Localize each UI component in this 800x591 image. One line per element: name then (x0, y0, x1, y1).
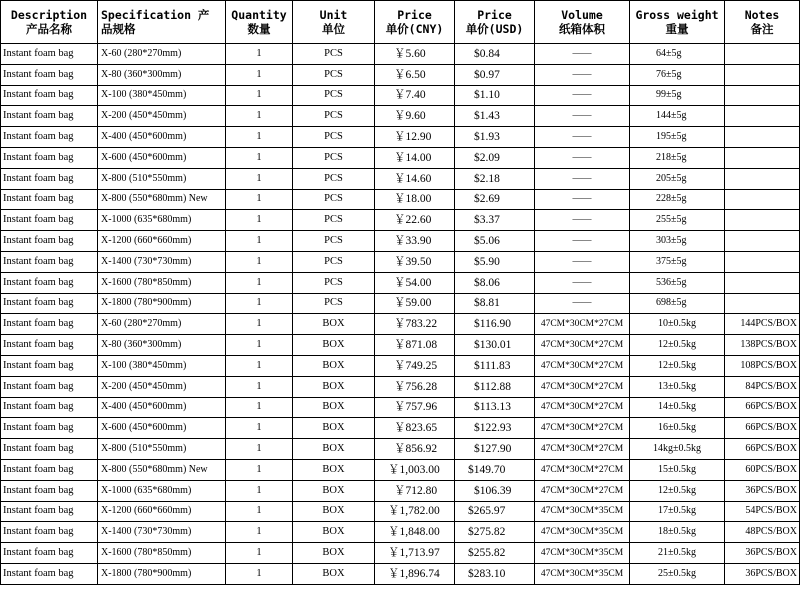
price-cny-cell: ￥9.60 (375, 106, 455, 127)
notes-cell: 48PCS/BOX (725, 522, 800, 543)
quantity-cell: 1 (226, 210, 293, 231)
unit-cell: PCS (293, 189, 375, 210)
gross-weight-cell: 99±5g (630, 85, 725, 106)
specification-cell: X-400 (450*600mm) (98, 397, 226, 418)
specification-cell: X-800 (550*680mm) New (98, 459, 226, 480)
volume-cell: —— (535, 251, 630, 272)
price-usd-cell: $106.39 (455, 480, 535, 501)
notes-cell (725, 189, 800, 210)
price-usd-cell: $255.82 (455, 543, 535, 564)
notes-cell (725, 168, 800, 189)
price-usd-cell: $122.93 (455, 418, 535, 439)
price-cny-cell: ￥756.28 (375, 376, 455, 397)
table-row (1, 439, 800, 460)
gross-weight-cell: 255±5g (630, 210, 725, 231)
notes-cell (725, 272, 800, 293)
price-cny-cell: ￥14.60 (375, 168, 455, 189)
specification-cell: X-1000 (635*680mm) (98, 210, 226, 231)
unit-cell: BOX (293, 480, 375, 501)
volume-cell: 47CM*30CM*27CM (535, 418, 630, 439)
specification-cell: X-1800 (780*900mm) (98, 563, 226, 584)
notes-cell: 66PCS/BOX (725, 418, 800, 439)
header-volume-en: Volume (561, 8, 603, 22)
price-cny-cell: ￥749.25 (375, 355, 455, 376)
volume-cell: 47CM*30CM*27CM (535, 439, 630, 460)
gross-weight-cell: 16±0.5kg (630, 418, 725, 439)
unit-cell: BOX (293, 501, 375, 522)
gross-weight-cell: 14kg±0.5kg (630, 439, 725, 460)
price-usd-cell: $127.90 (455, 439, 535, 460)
header-notes-en: Notes (744, 8, 780, 22)
table-row (1, 147, 800, 168)
unit-cell: BOX (293, 335, 375, 356)
description-cell: Instant foam bag (1, 231, 98, 252)
header-gross-weight-cn: 重量 (665, 22, 689, 36)
volume-cell: —— (535, 147, 630, 168)
description-cell: Instant foam bag (1, 85, 98, 106)
notes-cell (725, 293, 800, 314)
specification-cell: X-60 (280*270mm) (98, 314, 226, 335)
price-cny-cell: ￥39.50 (375, 251, 455, 272)
gross-weight-cell: 144±5g (630, 106, 725, 127)
price-cny-cell: ￥1,003.00 (375, 459, 455, 480)
price-cny-cell: ￥783.22 (375, 314, 455, 335)
gross-weight-cell: 228±5g (630, 189, 725, 210)
header-unit-en: Unit (319, 8, 348, 22)
table-row (1, 418, 800, 439)
volume-cell: —— (535, 85, 630, 106)
description-cell: Instant foam bag (1, 168, 98, 189)
specification-cell: X-400 (450*600mm) (98, 127, 226, 148)
description-cell: Instant foam bag (1, 106, 98, 127)
table-row (1, 44, 800, 65)
gross-weight-cell: 536±5g (630, 272, 725, 293)
specification-cell: X-600 (450*600mm) (98, 418, 226, 439)
unit-cell: PCS (293, 44, 375, 65)
price-usd-cell: $275.82 (455, 522, 535, 543)
specification-cell: X-100 (380*450mm) (98, 355, 226, 376)
volume-cell: —— (535, 168, 630, 189)
specification-cell: X-1200 (660*660mm) (98, 231, 226, 252)
notes-cell: 36PCS/BOX (725, 563, 800, 584)
description-cell: Instant foam bag (1, 543, 98, 564)
gross-weight-cell: 218±5g (630, 147, 725, 168)
specification-cell: X-60 (280*270mm) (98, 44, 226, 65)
volume-cell: —— (535, 64, 630, 85)
table-row (1, 189, 800, 210)
header-volume-cn: 纸箱体积 (559, 22, 605, 36)
specification-cell: X-1400 (730*730mm) (98, 251, 226, 272)
quantity-cell: 1 (226, 251, 293, 272)
unit-cell: BOX (293, 563, 375, 584)
description-cell: Instant foam bag (1, 44, 98, 65)
description-cell: Instant foam bag (1, 480, 98, 501)
price-usd-cell: $283.10 (455, 563, 535, 584)
description-cell: Instant foam bag (1, 418, 98, 439)
price-cny-cell: ￥1,848.00 (375, 522, 455, 543)
quantity-cell: 1 (226, 189, 293, 210)
specification-cell: X-1600 (780*850mm) (98, 543, 226, 564)
price-usd-cell: $8.81 (455, 293, 535, 314)
gross-weight-cell: 18±0.5kg (630, 522, 725, 543)
volume-cell: 47CM*30CM*35CM (535, 563, 630, 584)
notes-cell (725, 147, 800, 168)
quantity-cell: 1 (226, 85, 293, 106)
gross-weight-cell: 698±5g (630, 293, 725, 314)
quantity-cell: 1 (226, 335, 293, 356)
price-usd-cell: $113.13 (455, 397, 535, 418)
quantity-cell: 1 (226, 231, 293, 252)
specification-cell: X-200 (450*450mm) (98, 376, 226, 397)
header-price-cny-cn: 单价(CNY) (385, 22, 444, 36)
table-row (1, 314, 800, 335)
unit-cell: PCS (293, 231, 375, 252)
header-specification (98, 1, 226, 44)
description-cell: Instant foam bag (1, 335, 98, 356)
quantity-cell: 1 (226, 127, 293, 148)
price-cny-cell: ￥712.80 (375, 480, 455, 501)
header-quantity (226, 1, 293, 44)
quantity-cell: 1 (226, 64, 293, 85)
specification-cell: X-600 (450*600mm) (98, 147, 226, 168)
price-usd-cell: $5.06 (455, 231, 535, 252)
quantity-cell: 1 (226, 168, 293, 189)
volume-cell: 47CM*30CM*35CM (535, 501, 630, 522)
description-cell: Instant foam bag (1, 64, 98, 85)
price-cny-cell: ￥1,713.97 (375, 543, 455, 564)
notes-cell: 60PCS/BOX (725, 459, 800, 480)
header-price-cny (375, 1, 455, 44)
header-price-usd-cn: 单价(USD) (465, 22, 524, 36)
price-usd-cell: $5.90 (455, 251, 535, 272)
unit-cell: PCS (293, 251, 375, 272)
header-gross-weight-en: Gross weight (635, 8, 719, 22)
price-usd-cell: $1.10 (455, 85, 535, 106)
volume-cell: 47CM*30CM*27CM (535, 314, 630, 335)
price-usd-cell: $0.97 (455, 64, 535, 85)
quantity-cell: 1 (226, 522, 293, 543)
description-cell: Instant foam bag (1, 459, 98, 480)
description-cell: Instant foam bag (1, 147, 98, 168)
unit-cell: BOX (293, 376, 375, 397)
notes-cell: 144PCS/BOX (725, 314, 800, 335)
unit-cell: PCS (293, 272, 375, 293)
table-row (1, 168, 800, 189)
gross-weight-cell: 64±5g (630, 44, 725, 65)
price-cny-cell: ￥1,782.00 (375, 501, 455, 522)
price-usd-cell: $112.88 (455, 376, 535, 397)
notes-cell (725, 106, 800, 127)
notes-cell: 66PCS/BOX (725, 439, 800, 460)
notes-cell: 54PCS/BOX (725, 501, 800, 522)
gross-weight-cell: 14±0.5kg (630, 397, 725, 418)
quantity-cell: 1 (226, 418, 293, 439)
price-cny-cell: ￥856.92 (375, 439, 455, 460)
specification-cell: X-1200 (660*660mm) (98, 501, 226, 522)
price-cny-cell: ￥12.90 (375, 127, 455, 148)
quantity-cell: 1 (226, 397, 293, 418)
price-cny-cell: ￥757.96 (375, 397, 455, 418)
price-cny-cell: ￥6.50 (375, 64, 455, 85)
gross-weight-cell: 205±5g (630, 168, 725, 189)
table-row (1, 355, 800, 376)
notes-cell (725, 85, 800, 106)
unit-cell: BOX (293, 418, 375, 439)
table-row (1, 251, 800, 272)
description-cell: Instant foam bag (1, 501, 98, 522)
table-body (1, 44, 800, 585)
gross-weight-cell: 195±5g (630, 127, 725, 148)
specification-cell: X-800 (510*550mm) (98, 168, 226, 189)
header-price-cny-en: Price (397, 8, 432, 22)
notes-cell: 66PCS/BOX (725, 397, 800, 418)
table-row (1, 543, 800, 564)
volume-cell: 47CM*30CM*27CM (535, 355, 630, 376)
description-cell: Instant foam bag (1, 522, 98, 543)
quantity-cell: 1 (226, 44, 293, 65)
description-cell: Instant foam bag (1, 189, 98, 210)
gross-weight-cell: 21±0.5kg (630, 543, 725, 564)
volume-cell: 47CM*30CM*35CM (535, 522, 630, 543)
price-usd-cell: $2.09 (455, 147, 535, 168)
price-usd-cell: $0.84 (455, 44, 535, 65)
table-row (1, 335, 800, 356)
header-unit-cn: 单位 (322, 22, 345, 36)
description-cell: Instant foam bag (1, 563, 98, 584)
table-row (1, 106, 800, 127)
volume-cell: —— (535, 189, 630, 210)
quantity-cell: 1 (226, 376, 293, 397)
table-row (1, 231, 800, 252)
volume-cell: 47CM*30CM*27CM (535, 376, 630, 397)
unit-cell: BOX (293, 439, 375, 460)
specification-cell: X-100 (380*450mm) (98, 85, 226, 106)
header-specification-cn: 品规格 (101, 22, 136, 36)
volume-cell: —— (535, 127, 630, 148)
description-cell: Instant foam bag (1, 210, 98, 231)
header-description (1, 1, 98, 44)
price-cny-cell: ￥22.60 (375, 210, 455, 231)
unit-cell: PCS (293, 127, 375, 148)
volume-cell: —— (535, 231, 630, 252)
table-row (1, 563, 800, 584)
header-gross-weight (630, 1, 725, 44)
price-usd-cell: $265.97 (455, 501, 535, 522)
quantity-cell: 1 (226, 147, 293, 168)
header-specification-en: Specification 产 (101, 8, 210, 22)
header-unit (293, 1, 375, 44)
quantity-cell: 1 (226, 459, 293, 480)
volume-cell: —— (535, 44, 630, 65)
header-description-en: Description (10, 8, 88, 22)
gross-weight-cell: 375±5g (630, 251, 725, 272)
volume-cell: —— (535, 293, 630, 314)
header-row (1, 1, 800, 44)
specification-cell: X-1600 (780*850mm) (98, 272, 226, 293)
notes-cell: 84PCS/BOX (725, 376, 800, 397)
specification-cell: X-80 (360*300mm) (98, 64, 226, 85)
table-row (1, 293, 800, 314)
table-row (1, 501, 800, 522)
notes-cell (725, 210, 800, 231)
header-quantity-en: Quantity (231, 8, 287, 22)
header-price-usd (455, 1, 535, 44)
gross-weight-cell: 76±5g (630, 64, 725, 85)
unit-cell: PCS (293, 293, 375, 314)
description-cell: Instant foam bag (1, 293, 98, 314)
price-usd-cell: $3.37 (455, 210, 535, 231)
header-notes (725, 1, 800, 44)
unit-cell: BOX (293, 314, 375, 335)
notes-cell: 36PCS/BOX (725, 543, 800, 564)
specification-cell: X-800 (510*550mm) (98, 439, 226, 460)
gross-weight-cell: 25±0.5kg (630, 563, 725, 584)
gross-weight-cell: 15±0.5kg (630, 459, 725, 480)
quantity-cell: 1 (226, 501, 293, 522)
description-cell: Instant foam bag (1, 127, 98, 148)
notes-cell: 36PCS/BOX (725, 480, 800, 501)
description-cell: Instant foam bag (1, 355, 98, 376)
unit-cell: PCS (293, 168, 375, 189)
volume-cell: 47CM*30CM*27CM (535, 335, 630, 356)
price-cny-cell: ￥59.00 (375, 293, 455, 314)
notes-cell (725, 64, 800, 85)
gross-weight-cell: 10±0.5kg (630, 314, 725, 335)
table-row (1, 127, 800, 148)
volume-cell: —— (535, 272, 630, 293)
specification-cell: X-1800 (780*900mm) (98, 293, 226, 314)
table-row (1, 522, 800, 543)
table-row (1, 376, 800, 397)
gross-weight-cell: 17±0.5kg (630, 501, 725, 522)
table-row (1, 210, 800, 231)
price-usd-cell: $8.06 (455, 272, 535, 293)
price-usd-cell: $111.83 (455, 355, 535, 376)
table-row (1, 397, 800, 418)
volume-cell: 47CM*30CM*27CM (535, 480, 630, 501)
table-row (1, 85, 800, 106)
gross-weight-cell: 12±0.5kg (630, 355, 725, 376)
specification-cell: X-200 (450*450mm) (98, 106, 226, 127)
price-usd-cell: $1.43 (455, 106, 535, 127)
unit-cell: BOX (293, 543, 375, 564)
price-cny-cell: ￥823.65 (375, 418, 455, 439)
quantity-cell: 1 (226, 106, 293, 127)
price-cny-cell: ￥7.40 (375, 85, 455, 106)
price-cny-cell: ￥18.00 (375, 189, 455, 210)
price-cny-cell: ￥871.08 (375, 335, 455, 356)
price-usd-cell: $2.69 (455, 189, 535, 210)
notes-cell (725, 231, 800, 252)
header-notes-cn: 备注 (750, 22, 774, 36)
header-description-cn: 产品名称 (26, 22, 72, 36)
table-row (1, 64, 800, 85)
description-cell: Instant foam bag (1, 376, 98, 397)
notes-cell (725, 251, 800, 272)
header-volume (535, 1, 630, 44)
unit-cell: PCS (293, 64, 375, 85)
volume-cell: —— (535, 210, 630, 231)
price-usd-cell: $2.18 (455, 168, 535, 189)
description-cell: Instant foam bag (1, 397, 98, 418)
quantity-cell: 1 (226, 563, 293, 584)
description-cell: Instant foam bag (1, 272, 98, 293)
quantity-cell: 1 (226, 543, 293, 564)
price-cny-cell: ￥1,896.74 (375, 563, 455, 584)
unit-cell: PCS (293, 147, 375, 168)
specification-cell: X-1400 (730*730mm) (98, 522, 226, 543)
gross-weight-cell: 12±0.5kg (630, 335, 725, 356)
quantity-cell: 1 (226, 439, 293, 460)
volume-cell: 47CM*30CM*27CM (535, 397, 630, 418)
price-usd-cell: $149.70 (455, 459, 535, 480)
price-usd-cell: $130.01 (455, 335, 535, 356)
notes-cell: 108PCS/BOX (725, 355, 800, 376)
price-usd-cell: $1.93 (455, 127, 535, 148)
quantity-cell: 1 (226, 480, 293, 501)
unit-cell: PCS (293, 210, 375, 231)
gross-weight-cell: 13±0.5kg (630, 376, 725, 397)
table-header (1, 1, 800, 44)
notes-cell (725, 44, 800, 65)
price-cny-cell: ￥5.60 (375, 44, 455, 65)
notes-cell: 138PCS/BOX (725, 335, 800, 356)
quantity-cell: 1 (226, 293, 293, 314)
volume-cell: —— (535, 106, 630, 127)
unit-cell: PCS (293, 85, 375, 106)
header-quantity-cn: 数量 (247, 22, 271, 36)
unit-cell: PCS (293, 106, 375, 127)
notes-cell (725, 127, 800, 148)
table-row (1, 272, 800, 293)
unit-cell: BOX (293, 397, 375, 418)
specification-cell: X-1000 (635*680mm) (98, 480, 226, 501)
table-row (1, 459, 800, 480)
unit-cell: BOX (293, 459, 375, 480)
gross-weight-cell: 12±0.5kg (630, 480, 725, 501)
description-cell: Instant foam bag (1, 439, 98, 460)
specification-cell: X-80 (360*300mm) (98, 335, 226, 356)
price-usd-cell: $116.90 (455, 314, 535, 335)
table-row (1, 480, 800, 501)
header-price-usd-en: Price (477, 8, 512, 22)
description-cell: Instant foam bag (1, 251, 98, 272)
unit-cell: BOX (293, 522, 375, 543)
quantity-cell: 1 (226, 355, 293, 376)
price-cny-cell: ￥54.00 (375, 272, 455, 293)
quantity-cell: 1 (226, 272, 293, 293)
volume-cell: 47CM*30CM*35CM (535, 543, 630, 564)
price-cny-cell: ￥33.90 (375, 231, 455, 252)
price-cny-cell: ￥14.00 (375, 147, 455, 168)
quantity-cell: 1 (226, 314, 293, 335)
specification-cell: X-800 (550*680mm) New (98, 189, 226, 210)
volume-cell: 47CM*30CM*27CM (535, 459, 630, 480)
description-cell: Instant foam bag (1, 314, 98, 335)
unit-cell: BOX (293, 355, 375, 376)
gross-weight-cell: 303±5g (630, 231, 725, 252)
